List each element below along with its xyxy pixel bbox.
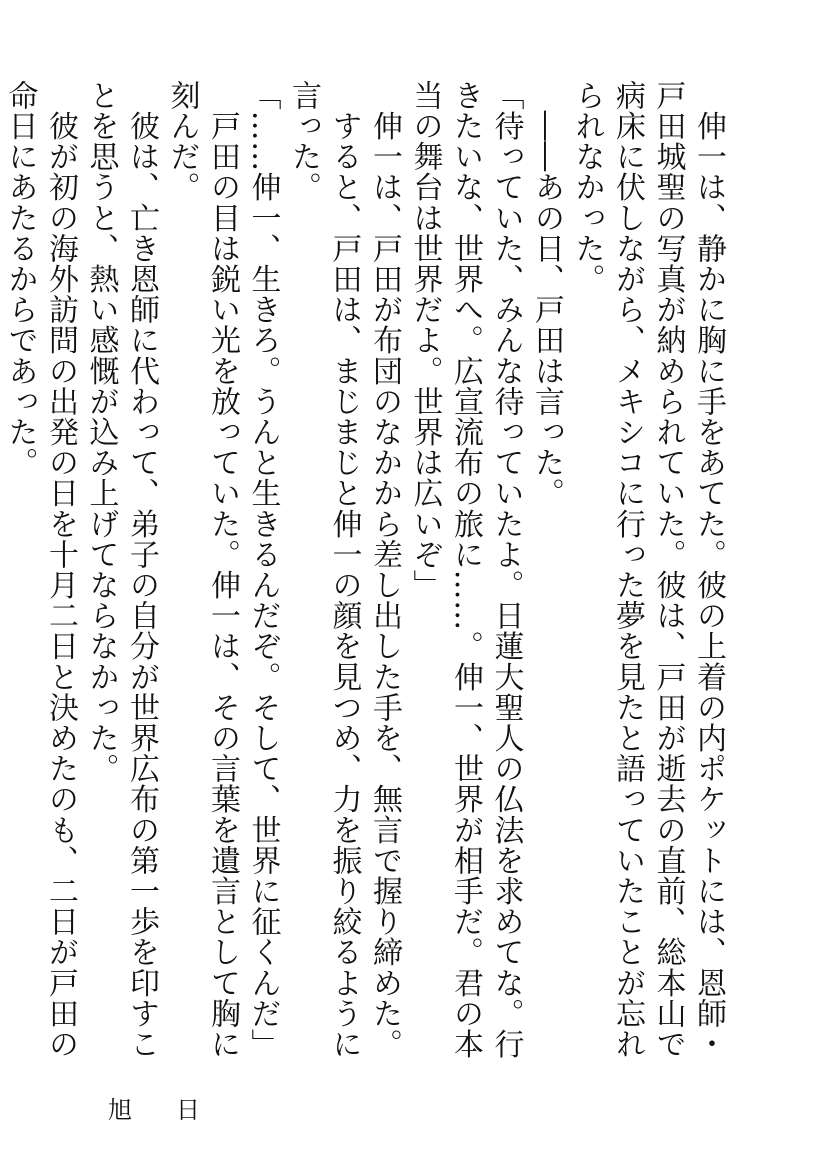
paragraph-9: 彼が初の海外訪問の出発の日を十月二日と決めたのも、二日が戸田の命日にあたるからであった。 xyxy=(2,80,78,1060)
paragraph-7: 戸田の目は鋭い光を放っていた。伸一は、その言葉を遺言として胸に刻んだ。 xyxy=(164,80,240,1060)
paragraph-4: 伸一は、戸田が布団のなかから差し出した手を、無言で握り締めた。 xyxy=(367,110,402,1060)
paragraph-8: 彼は、亡き恩師に代わって、弟子の自分が世界広布の第一歩を印すことを思うと、熱い感慨が込み上げてならなかった。 xyxy=(83,80,159,1060)
paragraph-5: すると、戸田は、まじまじと伸一の顔を見つめ、力を振り絞るように言った。 xyxy=(286,80,362,1060)
paragraph-6: 「……伸一、生きろ。うんと生きるんだぞ。そして、世界に征くんだ」 xyxy=(245,80,281,1060)
paragraph-1: 伸一は、静かに胸に手をあてた。彼の上着の内ポケットには、恩師・戸田城聖の写真が納められていた。彼は、戸田が逝去の直前、総本山で病床に伏しながら、メキシコに行った夢を見たと語っていたことが忘れられなかった。 xyxy=(569,80,726,1060)
chapter-footer-title: 旭日 xyxy=(108,1096,244,1124)
paragraph-2: ――あの日、戸田は言った。 xyxy=(529,110,564,509)
paragraph-3: 「待っていた、みんな待っていたよ。日蓮大聖人の仏法を求めてな。行きたいな、世界へ。広宣流布の旅に……。伸一、世界が相手だ。君の本当の舞台は世界だよ。世界は広いぞ」 xyxy=(407,80,524,1060)
vertical-text-body xyxy=(2,80,728,1080)
